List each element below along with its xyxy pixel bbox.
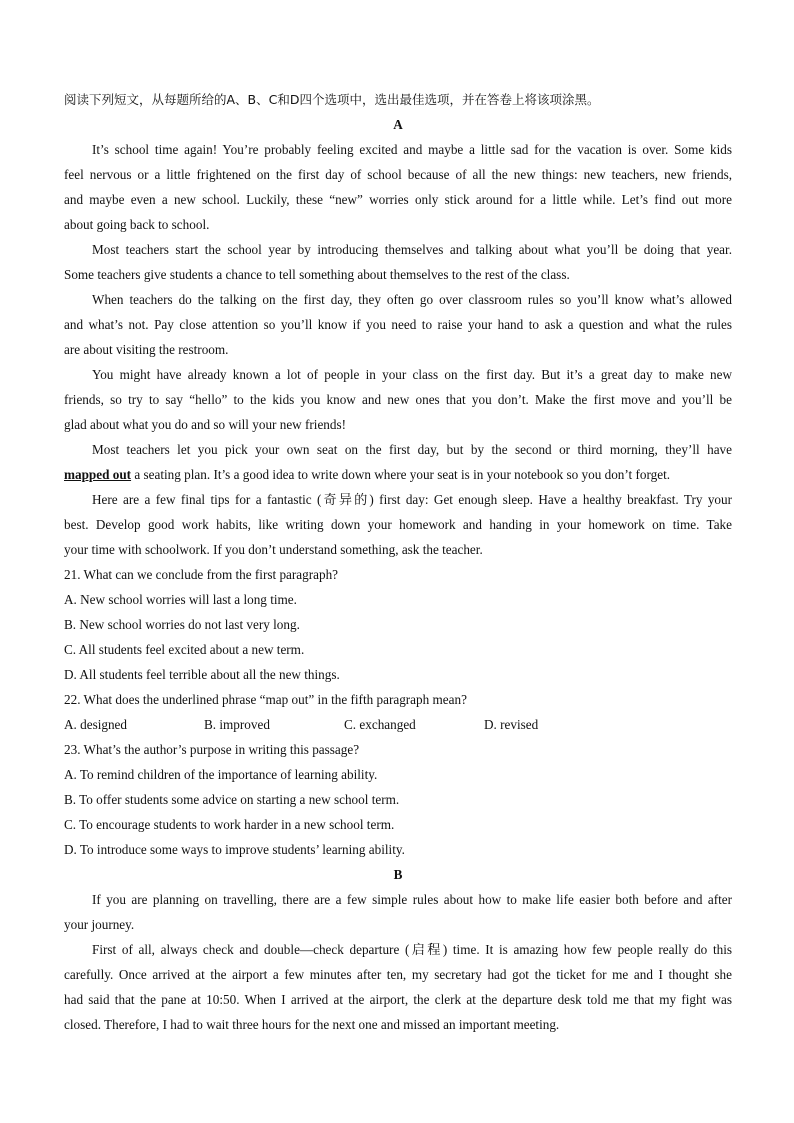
passage-b-p1-line: your journey.	[64, 917, 135, 932]
question-21-option-d[interactable]: D. All students feel terrible about all the new things.	[64, 667, 340, 682]
question-23-option-c[interactable]: C. To encourage students to work harder in a new school term.	[64, 817, 395, 832]
question-22-option-c[interactable]: C. exchanged	[344, 717, 416, 732]
passage-b-p1-line: If you are planning on travelling, there are a few simple rules about how to make life easier both before and after	[92, 892, 732, 907]
question-23-option-a[interactable]: A. To remind children of the importance of learning ability.	[64, 767, 378, 782]
passage-b-p2-line: closed. Therefore, I had to wait three hours for the next one and missed an important meeting.	[64, 1017, 560, 1032]
question-22-option-d[interactable]: D. revised	[484, 717, 539, 732]
passage-a-p6-line: best. Develop good work habits, like writing down your homework and handing in your homework on time. Take	[64, 517, 732, 532]
question-22-option-b[interactable]: B. improved	[204, 717, 270, 732]
question-21-option-b[interactable]: B. New school worries do not last very long.	[64, 617, 300, 632]
passage-b-label: B	[393, 867, 403, 882]
question-22-stem: 22. What does the underlined phrase “map out” in the fifth paragraph mean?	[64, 692, 467, 707]
section-instruction: 阅读下列短文，从每题所给的A、B、C和D四个选项中，选出最佳选项，并在答卷上将该项涂黑。	[64, 92, 600, 107]
question-22-option-a[interactable]: A. designed	[64, 717, 127, 732]
question-23-option-d[interactable]: D. To introduce some ways to improve students’ learning ability.	[64, 842, 405, 857]
passage-a-p2-line: Some teachers give students a chance to tell something about themselves to the rest of the class.	[64, 267, 570, 282]
question-21-option-a[interactable]: A. New school worries will last a long time.	[64, 592, 297, 607]
passage-a-p3-line: and what’s not. Pay close attention so you’ll know if you need to raise your hand to ask a question and what the rules	[64, 317, 732, 332]
passage-b-p2-line: First of all, always check and double—check departure (启程) time. It is amazing how few people really do this	[92, 942, 732, 957]
passage-a-p5-rest: a seating plan. It’s a good idea to write down where your seat is in your notebook so you don’t forget.	[131, 467, 671, 482]
passage-a-label: A	[393, 117, 403, 132]
passage-a-p3-line: are about visiting the restroom.	[64, 342, 229, 357]
passage-a-p1-line: It’s school time again! You’re probably feeling excited and maybe a little sad for the vacation is over. Some kids	[92, 142, 732, 157]
passage-a-p1-line: about going back to school.	[64, 217, 210, 232]
question-21-option-c[interactable]: C. All students feel excited about a new term.	[64, 642, 305, 657]
underlined-phrase: mapped out	[64, 467, 132, 482]
passage-a-p2-line: Most teachers start the school year by introducing themselves and talking about what you’ll be doing that year.	[92, 242, 732, 257]
passage-a-p3-line: When teachers do the talking on the first day, they often go over classroom rules so you’ll know what’s allowed	[92, 292, 732, 307]
passage-a-p1-line: and maybe even a new school. Luckily, these “new” worries only stick around for a little while. Let’s find out more	[64, 192, 732, 207]
passage-a-p4-line: You might have already known a lot of people in your class on the first day. But it’s a great day to make new	[92, 367, 732, 382]
question-23-option-b[interactable]: B. To offer students some advice on starting a new school term.	[64, 792, 400, 807]
passage-a-p4-line: glad about what you do and so will your new friends!	[64, 417, 347, 432]
passage-a-p1-line: feel nervous or a little frightened on the first day of school because of all the new things: new teachers, new friends,	[64, 167, 732, 182]
passage-b-p2-line: carefully. Once arrived at the airport a few minutes after ten, my secretary had got the ticket for me and I thought she	[64, 967, 732, 982]
passage-a-p6-line: your time with schoolwork. If you don’t understand something, ask the teacher.	[64, 542, 483, 557]
passage-a-p4-line: friends, so try to say “hello” to the kids you know and new ones that you don’t. Make the first move and you’ll be	[64, 392, 732, 407]
passage-a-p5-line	[64, 466, 732, 484]
question-23-stem: 23. What’s the author’s purpose in writing this passage?	[64, 742, 360, 757]
passage-a-p5-line: Most teachers let you pick your own seat on the first day, but by the second or third morning, they’ll have	[92, 442, 732, 457]
question-21-stem: 21. What can we conclude from the first paragraph?	[64, 567, 339, 582]
passage-b-p2-line: had said that the pane at 10:50. When I arrived at the airport, the clerk at the departure desk told me that my fight was	[64, 992, 732, 1007]
passage-a-p6-line: Here are a few final tips for a fantastic (奇异的) first day: Get enough sleep. Have a healthy breakfast. Try your	[92, 492, 732, 507]
